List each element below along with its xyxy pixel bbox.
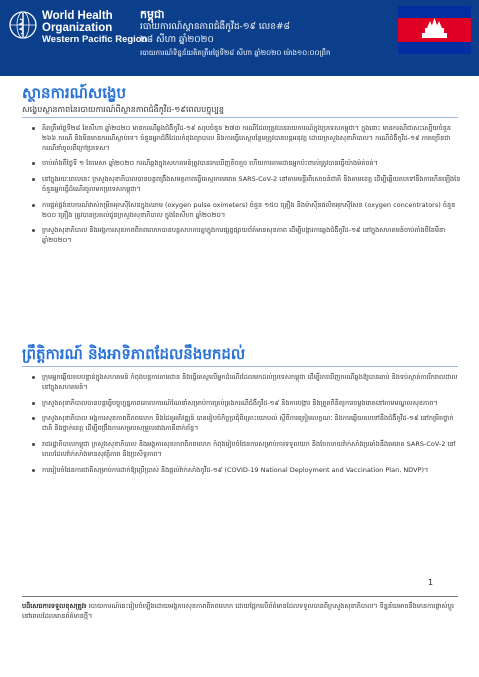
organization-name (42, 10, 147, 46)
situation-bullet-list (30, 124, 462, 252)
list-item: ក្រសួងសុខាភិបាលបានបន្តធ្វើបច្ចុប្បន្នភាពគោលការណ៍ណែនាំសម្រាប់ការគ្រប់គ្រងករណីជំងឺកូវីដ-១៩ និងការបង្ការ និងត្រួតពិនិត្យការចម្លងរោគនៅតាមមណ្ឌលសុខភាព។ (42, 399, 462, 409)
list-item: ក្រុមអ្នកឆ្លើយតបបន្ទាន់ក្នុងសហគមន៍ កំពុងបន្តការតាមដាន និងធ្វើតេស្តលើអ្នកដំណើរដែលមកដល់ប្រទេសកម្ពុជា ដើម្បីរកឃើញករណីឆ្លងឱ្យបានឆាប់ និងទប់ស្កាត់ការរីករាលដាលនៅក្នុងសហគមន៍។ (42, 373, 462, 393)
list-item: ការរៀបចំផែនការជាតិសម្រាប់ការដាក់ឱ្យប្រើប្រាស់ និងផ្តល់វ៉ាក់សាំងកូវីដ-១៩ (COVID-19 National Deployment and Vaccination Plan, NDVP)។ (42, 466, 462, 476)
list-item: នៅក្នុងរយៈពេលនេះ ក្រសួងសុខាភិបាលបានបន្តពង្រឹងសមត្ថភាពធ្វើតេស្តរកមេរោគ SARS-CoV-2 នៅតាមមន្ទីរពិសោធន៍ជាតិ និងតាមខេត្ត ដើម្បីឆ្លើយតបទៅនឹងការកើនឡើងនៃចំនួនអ្នកធ្វើដំណើរចូលមកប្រទេសកម្ពុជា។ (42, 175, 461, 193)
situation-summary-subtitle: សង្ខេបស្ថានភាពនៃរបាយការណ៍ពីស្ថានភាពជំងឺកូវីដ-១៩ពេលបច្ចុប្បន្ន (22, 105, 224, 114)
org-name-line2: Organization (42, 22, 113, 34)
list-item: ក្រសួងសុខាភិបាល អង្គការសុខភាពពិភពលោក និងដៃគូអភិវឌ្ឍន៍ បានរៀបចំកិច្ចប្រជុំពិគ្រោះយោបល់ ស្តីពីការត្រៀមលក្ខណៈ និងការឆ្លើយតបទៅនឹងជំងឺកូវីដ-១៩ នៅកម្រិតថ្នាក់ជាតិ និងថ្នាក់ខេត្ត ដើម្បីពង្រឹងការសម្របសម្រួលរវាងភាគីពាក់ព័ន្ធ។ (42, 414, 462, 434)
section-divider (22, 366, 458, 367)
footer-divider (22, 596, 458, 597)
disclaimer (22, 601, 458, 621)
situation-summary-title: ស្ថានការណ៍សង្ខេប (22, 84, 127, 102)
who-emblem-icon (8, 10, 38, 40)
list-item: គិតត្រឹមថ្ងៃទី២៨ ខែសីហា ឆ្នាំ២០២០ មានករណីឆ្លងជំងឺកូវីដ-១៩ សរុបចំនួន ២៧៣ ករណីដែលត្រូវបានរាយការណ៍ក្នុងប្រទេសកម្ពុជា។ ក្នុងនោះ មានករណីជាសះស្បើយចំនួន ២៦៦ ករណី និងមិនមានករណីស្លាប់ទេ។ ចំនួនអ្នកជំងឺដែលកំពុងព្យាបាល និងការធ្វើតេស្តបន្ថែមត្រូវបានបន្តអនុវត្ត ដោយក្រសួងសុខាភិបាល។ ករណីជំងឺកូវីដ-១៩ ភាគច្រើនជាករណីនាំចូលពីក្រៅប្រទេស។ (42, 124, 462, 153)
list-item: ចាប់តាំងពីថ្ងៃទី ១ ខែមេសា ឆ្នាំ២០២០ ករណីឆ្លងក្នុងសហគមន៍ត្រូវបានរកឃើញតិចតួច ហើយការតាមដានអ្នកប៉ះពាល់ត្រូវបានធ្វើយ៉ាងម៉ត់ចត់។ (42, 159, 462, 169)
cambodia-flag-icon (398, 6, 471, 54)
report-title: របាយការណ៍ស្ថានភាពជំងឺកូវីដ-១៩ លេខ#៨ (140, 22, 290, 32)
country-name: កម្ពុជា (140, 8, 165, 21)
page-number: 1 (428, 578, 434, 587)
data-as-of: របាយការណ៍ទិន្នន័យគិតត្រឹមថ្ងៃទី២៨ សីហា ឆ្នាំ២០២០ ម៉ោង១០:០០ព្រឹក (140, 49, 331, 57)
list-item: រាជរដ្ឋាភិបាលកម្ពុជា ក្រសួងសុខាភិបាល និងអង្គការសុខភាពពិភពលោក កំពុងរៀបចំផែនការសម្រាប់ការទទួលយក និងចែកចាយវ៉ាក់សាំងប្រឆាំងនឹងមេរោគ SARS-CoV-2 នៅពេលដែលវ៉ាក់សាំងមានសុវត្ថិភាព និងប្រសិទ្ធភាព។ (42, 440, 462, 460)
disclaimer-text: របាយការណ៍នេះរៀបចំឡើងដោយអង្គការសុខភាពពិភពលោក ដោយផ្អែកលើព័ត៌មានដែលទទួលបានពីក្រសួងសុខាភិបាល។ ទិន្នន័យអាចនឹងមានការផ្លាស់ប្តូរ នៅពេលដែលមានព័ត៌មានថ្មី។ (22, 602, 454, 620)
report-header (0, 0, 479, 76)
report-info (140, 8, 330, 60)
report-date: ២៨ សីហា ឆ្នាំ២០២០ (140, 35, 214, 45)
list-item: ការផ្គត់ផ្គង់ឧបករណ៍វាស់កម្រិតអុកស៊ីសែនក្នុងឈាម (oxygen pulse oximeters) ចំនួន ១៥០ គ្រឿង និងម៉ាស៊ីនផលិតអុកស៊ីសែន (oxygen concentrators) ចំនួន ២០០ គ្រឿង ត្រូវបានប្រគល់ជូនក្រសួងសុខាភិបាល ក្នុងខែសីហា ឆ្នាំ២០២០។ (42, 201, 462, 221)
section-divider (22, 117, 458, 118)
org-region: Western Pacific Region (42, 34, 148, 45)
upcoming-events-title: ព្រឹត្តិការណ៍ និងអាទិភាពដែលនឹងមកដល់ (22, 345, 246, 363)
list-item: ក្រសួងសុខាភិបាល និងអង្គការសុខភាពពិភពលោកបានបន្តសហការគ្នាក្នុងការផ្សព្វផ្សាយព័ត៌មានសុខភាព ដើម្បីបង្ការការឆ្លងជំងឺកូវីដ-១៩ នៅក្នុងសហគមន៍ចាប់តាំងពីខែមីនា ឆ្នាំ២០២០។ (42, 226, 462, 246)
events-bullet-list (30, 373, 462, 481)
org-name-line1: World Health (42, 10, 113, 22)
disclaimer-label: បដិសេធការទទួលខុសត្រូវ៖ (22, 602, 87, 610)
